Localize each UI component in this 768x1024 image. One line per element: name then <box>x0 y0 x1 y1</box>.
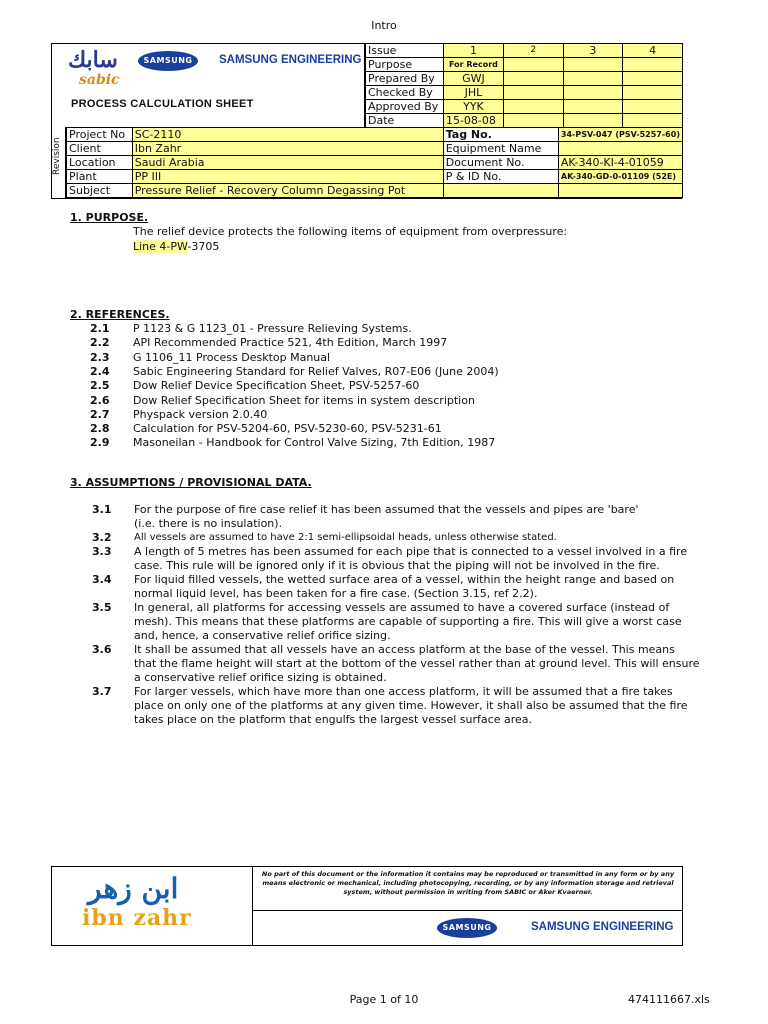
row-label: Approved By <box>366 100 444 114</box>
sheet-name: Intro <box>371 19 397 32</box>
revision-table <box>365 43 683 128</box>
revision-row <box>366 86 683 100</box>
cell: YYK <box>443 100 503 114</box>
assumption-text: mesh). This means that these platforms are capable of supporting a fire. This will give a worst case <box>134 614 682 628</box>
assumption-number: 3.6 <box>92 643 112 656</box>
reference-number: 2.5 <box>90 379 110 393</box>
cell <box>623 86 683 100</box>
purpose-text: The relief device protects the following items of equipment from overpressure: <box>133 225 568 238</box>
samsung-logo-footer: SAMSUNG <box>437 918 497 938</box>
row-label: Issue <box>366 44 444 58</box>
assumption-text: A length of 5 metres has been assumed for each pipe that is connected to a vessel involved in a fire <box>134 545 688 558</box>
assumption-text: It shall be assumed that all vessels have an access platform at the base of the vessel. This means <box>134 643 675 656</box>
ibn-zahr-arabic-logo: ابن زهر <box>88 872 179 905</box>
row-label: Subject <box>67 184 133 198</box>
row-label: Plant <box>67 170 133 184</box>
cell: PP III <box>132 170 443 184</box>
cell <box>503 72 563 86</box>
reference-number: 2.4 <box>90 364 110 378</box>
cell <box>503 100 563 114</box>
document-title: PROCESS CALCULATION SHEET <box>71 98 254 110</box>
cell <box>623 58 683 72</box>
purpose-heading: 1. PURPOSE. <box>70 211 149 224</box>
reference-text: Dow Relief Device Specification Sheet, PSV-5257-60 <box>133 379 420 393</box>
assumption-text: For the purpose of fire case relief it has been assumed that the vessels and pipes are 'bare' <box>134 503 639 516</box>
assumption-number: 3.3 <box>92 545 112 558</box>
cell <box>503 86 563 100</box>
cell <box>623 100 683 114</box>
project-row <box>67 170 683 184</box>
cell <box>558 142 682 156</box>
assumption-number: 3.5 <box>92 601 112 614</box>
reference-number: 2.8 <box>90 422 110 436</box>
sabic-arabic-logo: سابك <box>68 47 118 73</box>
row-label: Equipment Name <box>443 142 558 156</box>
reference-number: 2.3 <box>90 350 110 364</box>
cell <box>563 86 623 100</box>
footer-rule <box>252 910 683 911</box>
cell <box>623 72 683 86</box>
reference-number: 2.1 <box>90 322 110 335</box>
reference-text: G 1106_11 Process Desktop Manual <box>133 350 331 364</box>
page-number: Page 1 of 10 <box>349 993 419 1006</box>
cell: 15-08-08 <box>443 114 503 128</box>
reference-number: 2.2 <box>90 336 110 350</box>
row-label: Date <box>366 114 444 128</box>
cell: GWJ <box>443 72 503 86</box>
purpose-item <box>133 240 219 254</box>
assumption-text: case. This rule will be ignored only if it is obvious that the piping will not be involved in the fire. <box>134 558 660 572</box>
disclaimer-text: No part of this document or the information it contains may be reproduced or transmitted in any form or by any means electronic or mechanical, including photocopying, recording, or by any information storage and retrieval system, without permission in writing from SABIC or Aker Kvaerner. <box>261 870 675 896</box>
assumption-text: that the flame height will start at the bottom of the vessel rather than at ground level. This will ensure <box>134 656 700 670</box>
cell <box>503 114 563 128</box>
references-heading: 2. REFERENCES. <box>70 308 170 321</box>
file-name: 474111667.xls <box>628 993 710 1006</box>
cell <box>623 114 683 128</box>
row-label: Checked By <box>366 86 444 100</box>
revision-row <box>366 100 683 114</box>
cell: For Record <box>443 58 503 72</box>
purpose-item-rest: -3705 <box>187 240 220 253</box>
row-label: Prepared By <box>366 72 444 86</box>
reference-text: API Recommended Practice 521, 4th Edition, March 1997 <box>133 336 448 350</box>
cell: Saudi Arabia <box>132 156 443 170</box>
cell: 4 <box>623 44 683 58</box>
row-label: Client <box>67 142 133 156</box>
purpose-item-highlight: Line 4-PW <box>133 240 188 253</box>
project-row <box>67 184 683 198</box>
reference-text: Calculation for PSV-5204-60, PSV-5230-60, PSV-5231-61 <box>133 422 442 436</box>
samsung-engineering-logo: SAMSUNG ENGINEERING <box>219 54 362 66</box>
row-label: Purpose <box>366 58 444 72</box>
assumption-text: For liquid filled vessels, the wetted surface area of a vessel, within the height range and based on <box>134 573 675 586</box>
assumption-text: a conservative relief orifice sizing is obtained. <box>134 670 387 684</box>
reference-text: P 1123 & G 1123_01 - Pressure Relieving Systems. <box>133 322 412 335</box>
cell: JHL <box>443 86 503 100</box>
cell <box>563 100 623 114</box>
assumption-text: For larger vessels, which have more than one access platform, it will be assumed that a fire takes <box>134 685 673 698</box>
reference-number: 2.9 <box>90 436 110 450</box>
project-row <box>67 142 683 156</box>
cell <box>563 114 623 128</box>
assumptions-heading: 3. ASSUMPTIONS / PROVISIONAL DATA. <box>70 476 312 489</box>
row-label: Document No. <box>443 156 558 170</box>
cell: 1 <box>443 44 503 58</box>
cell: AK-340-KI-4-01059 <box>558 156 682 170</box>
assumption-number: 3.1 <box>92 503 112 516</box>
revision-label: Revision <box>52 137 62 175</box>
ibn-zahr-logo: ibn zahr <box>82 905 192 931</box>
reference-number: 2.7 <box>90 407 110 421</box>
samsung-engineering-logo-footer: SAMSUNG ENGINEERING <box>531 921 674 933</box>
revision-row <box>366 72 683 86</box>
cell <box>563 58 623 72</box>
footer-divider <box>252 866 253 946</box>
revision-row <box>366 44 683 58</box>
project-row <box>67 128 683 142</box>
reference-text: Masoneilan - Handbook for Control Valve Sizing, 7th Edition, 1987 <box>133 436 496 450</box>
row-label: Tag No. <box>443 128 558 142</box>
assumption-text: In general, all platforms for accessing vessels are assumed to have a covered surface (instead of <box>134 601 670 614</box>
reference-text: Sabic Engineering Standard for Relief Valves, R07-E06 (June 2004) <box>133 364 499 378</box>
project-info-table <box>66 127 683 198</box>
row-label: P & ID No. <box>443 170 558 184</box>
sabic-logo: sabic <box>79 72 120 88</box>
row-label: Project No <box>67 128 133 142</box>
reference-number: 2.6 <box>90 393 110 407</box>
row-label: Location <box>67 156 133 170</box>
assumption-text: and, hence, a conservative relief orifice sizing. <box>134 628 391 642</box>
samsung-logo: SAMSUNG <box>138 51 198 71</box>
cell <box>503 58 563 72</box>
cell: Pressure Relief - Recovery Column Degassing Pot <box>132 184 443 198</box>
cell: Ibn Zahr <box>132 142 443 156</box>
revision-row <box>366 58 683 72</box>
assumption-number: 3.7 <box>92 685 112 698</box>
cell: 34-PSV-047 (PSV-5257-60) <box>558 128 682 142</box>
project-row <box>67 156 683 170</box>
reference-text: Dow Relief Specification Sheet for items in system description <box>133 393 475 407</box>
assumption-text: place on only one of the platforms at any given time. However, it shall also be assumed that the fire <box>134 698 688 712</box>
cell <box>443 184 558 198</box>
cell: 2 <box>503 44 563 58</box>
assumption-text: takes place on the platform that engulfs the largest vessel surface area. <box>134 712 532 726</box>
revision-row <box>366 114 683 128</box>
cell: 3 <box>563 44 623 58</box>
cell: AK-340-GD-0-01109 (52E) <box>558 170 682 184</box>
assumption-number: 3.4 <box>92 573 112 586</box>
cell <box>558 184 682 198</box>
cell: SC-2110 <box>132 128 443 142</box>
assumption-text: All vessels are assumed to have 2:1 semi-ellipsoidal heads, unless otherwise stated. <box>134 532 557 543</box>
assumption-text: normal liquid level, has been taken for a fire case. (Section 3.15, ref 2.2). <box>134 586 538 600</box>
assumption-text: (i.e. there is no insulation). <box>134 516 283 530</box>
cell <box>563 72 623 86</box>
reference-text: Physpack version 2.0.40 <box>133 407 268 421</box>
assumption-number: 3.2 <box>92 531 112 544</box>
